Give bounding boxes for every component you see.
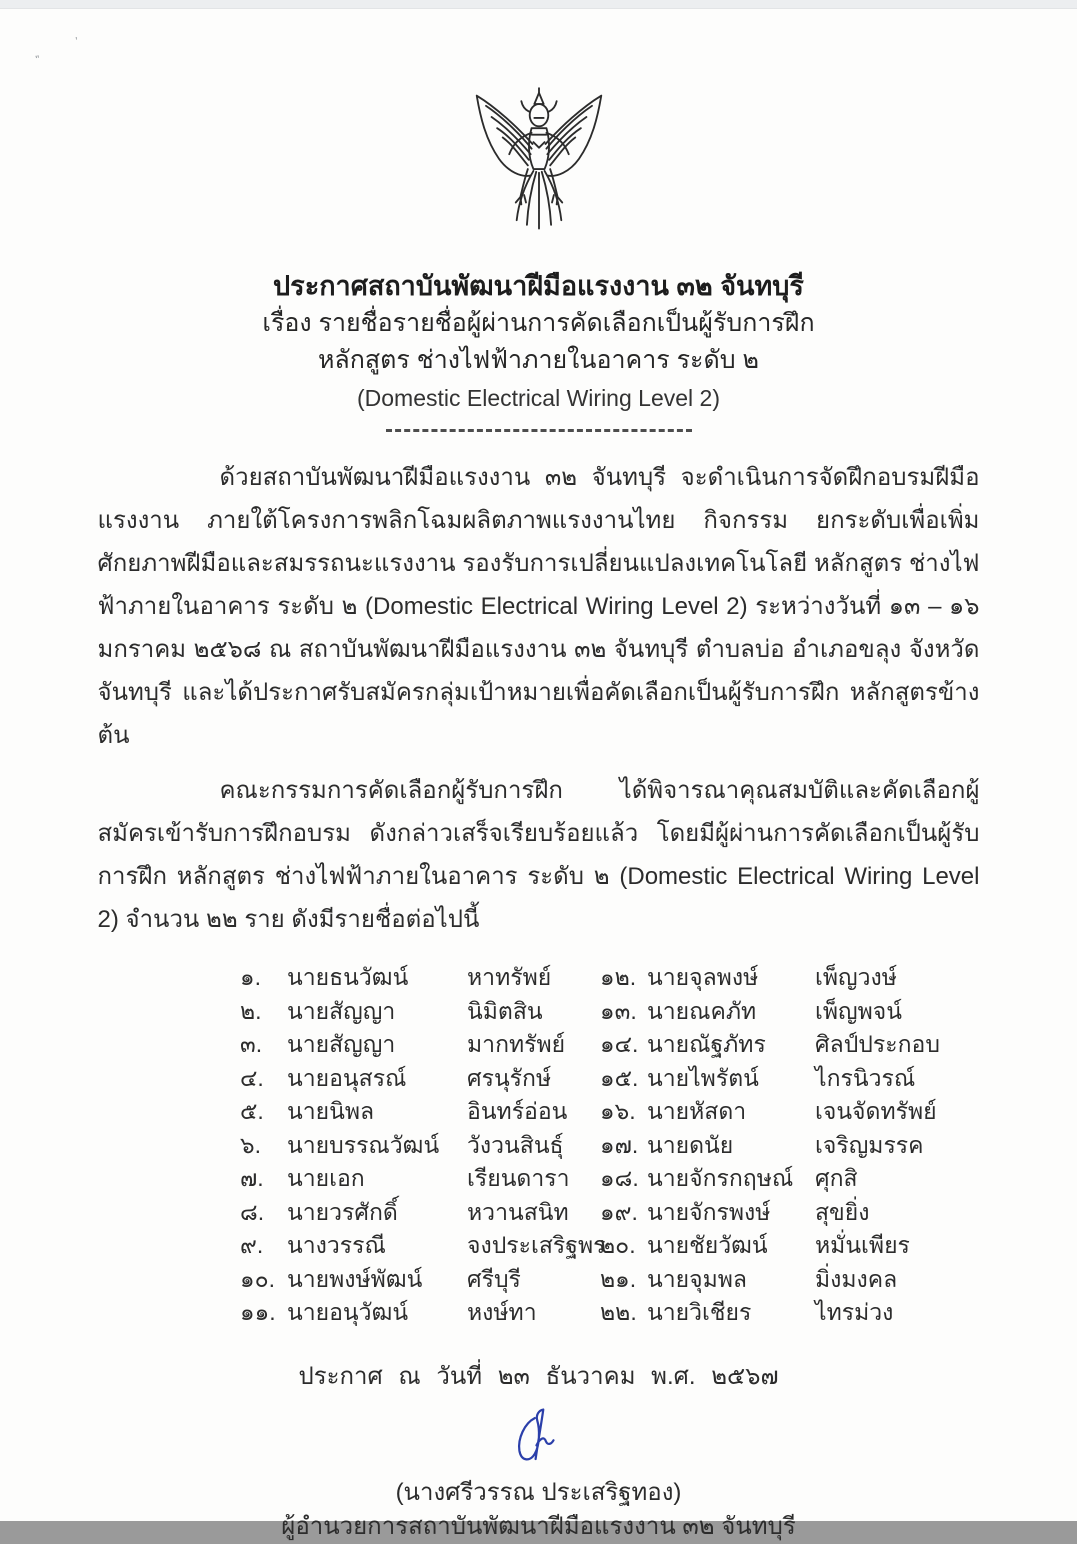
trainee-row xyxy=(240,1028,1077,1062)
title-block xyxy=(0,267,1077,432)
trainee-first-name-left: นายเอก xyxy=(287,1165,365,1191)
trainee-number-right: ๑๖. xyxy=(600,1098,636,1124)
trainee-last-name-right: เจริญมรรค xyxy=(815,1131,924,1158)
trainee-first-name-left: นายสัญญา xyxy=(287,997,396,1024)
trainee-first-name-right: นายจุลพงษ์ xyxy=(647,964,759,990)
signature-ink-icon xyxy=(508,1407,570,1471)
announcement-subject: เรื่อง รายชื่อรายชื่อผู้ผ่านการคัดเลือกเป็นผู้รับการฝึก xyxy=(262,309,815,337)
trainee-number-right: ๒๒. xyxy=(600,1299,637,1325)
signer-title: ผู้อำนวยการสถาบันพัฒนาฝีมือแรงงาน ๓๒ จันทบุรี xyxy=(281,1512,796,1540)
trainee-first-name-left: นายสัญญา xyxy=(287,1031,396,1057)
trainee-first-name-left: นายอนุสรณ์ xyxy=(287,1064,407,1091)
trainee-first-name-right: นายชัยวัฒน์ xyxy=(647,1232,768,1258)
trainee-last-name-left: อินทร์อ่อน xyxy=(467,1098,568,1124)
course-title-english: (Domestic Electrical Wiring Level 2) xyxy=(357,385,720,411)
trainee-last-name-left: จงประเสริฐพร xyxy=(467,1232,606,1258)
trainee-number-left: ๙. xyxy=(240,1232,264,1258)
trainee-row xyxy=(240,1296,1077,1330)
announcement-date: ประกาศ ณ วันที่ ๒๓ ธันวาคม พ.ศ. ๒๕๖๗ xyxy=(298,1362,779,1390)
trainee-last-name-left: หาทรัพย์ xyxy=(467,964,552,990)
trainee-last-name-right: เจนจัดทรัพย์ xyxy=(815,1098,937,1124)
signature-wrap xyxy=(0,1407,1077,1476)
trainee-last-name-left: เรียนดารา xyxy=(467,1165,570,1191)
trainee-number-right: ๑๘. xyxy=(600,1165,639,1191)
announcement-title: ประกาศสถาบันพัฒนาฝีมือแรงงาน ๓๒ จันทบุรี xyxy=(273,271,804,301)
trainee-row xyxy=(240,1095,1077,1129)
trainee-number-right: ๑๗. xyxy=(600,1131,639,1158)
trainee-first-name-left: นายพงษ์พัฒน์ xyxy=(287,1265,423,1292)
trainee-last-name-left: ศรีบุรี xyxy=(467,1265,521,1292)
trainee-first-name-right: นายหัสดา xyxy=(647,1098,747,1124)
trainee-first-name-left: นายบรรณวัฒน์ xyxy=(287,1131,440,1158)
trainee-number-left: ๑๐. xyxy=(240,1265,276,1292)
trainee-row xyxy=(240,1162,1077,1196)
trainee-number-right: ๒๐. xyxy=(600,1232,636,1258)
trainee-first-name-right: นายจักรกฤษณ์ xyxy=(647,1165,794,1191)
trainee-number-left: ๑๑. xyxy=(240,1299,276,1325)
trainee-last-name-left: วังวนสินธุ์ xyxy=(467,1131,564,1158)
divider-dashes xyxy=(386,429,692,432)
trainee-last-name-right: ศุกสิ xyxy=(815,1165,858,1191)
trainee-first-name-right: นายจุมพล xyxy=(647,1265,748,1292)
trainee-number-left: ๖. xyxy=(240,1131,261,1158)
pen-mark: ʼ xyxy=(74,35,80,49)
trainee-last-name-right: มิ่งมงคล xyxy=(815,1265,898,1292)
trainee-last-name-left: หวานสนิท xyxy=(467,1198,569,1225)
signer-name: (นางศรีวรรณ ประเสริฐทอง) xyxy=(395,1478,682,1506)
trainee-last-name-left: หงษ์ทา xyxy=(467,1299,537,1325)
trainee-last-name-left: ศรนุรักษ์ xyxy=(467,1064,552,1091)
trainee-number-right: ๑๓. xyxy=(600,997,637,1024)
trainee-first-name-right: นายดนัย xyxy=(647,1131,734,1158)
trainee-last-name-right: หมั่นเพียร xyxy=(815,1232,910,1258)
trainee-first-name-right: นายวิเชียร xyxy=(647,1299,752,1325)
trainee-number-left: ๕. xyxy=(240,1098,264,1124)
trainee-number-left: ๑. xyxy=(240,964,261,990)
trainee-number-left: ๓. xyxy=(240,1031,263,1057)
trainee-number-right: ๑๙. xyxy=(600,1198,638,1225)
trainee-number-right: ๒๑. xyxy=(600,1265,637,1292)
trainee-number-left: ๗. xyxy=(240,1165,264,1191)
trainee-number-left: ๒. xyxy=(240,997,262,1024)
trainee-row xyxy=(240,1263,1077,1297)
trainee-last-name-left: นิมิตสิน xyxy=(467,997,543,1024)
trainee-first-name-right: นายณัฐภัทร xyxy=(647,1031,766,1057)
trainee-last-name-right: เพ็ญพจน์ xyxy=(815,997,902,1024)
trainee-row xyxy=(240,961,1077,995)
trainee-row xyxy=(240,1129,1077,1163)
paragraph-1: ด้วยสถาบันพัฒนาฝีมือแรงงาน ๓๒ จันทบุรี จะดำเนินการจัดฝึกอบรมฝีมือแรงงาน ภายใต้โครงการพลิกโฉมผลิตภาพแรงงานไทย กิจกรรม ยกระดับเพื่อเพิ่มศักยภาพฝีมือและสมรรถนะแรงงาน รองรับการเปลี่ยนแปลงเทคโนโลยี หลักสูตร ช่างไฟฟ้าภายในอาคาร ระดับ ๒ (Domestic Electrical Wiring Level 2) ระหว่างวันที่ ๑๓ – ๑๖ มกราคม ๒๕๖๘ ณ สถาบันพัฒนาฝีมือแรงงาน ๓๒ จันทบุรี ตำบลบ่อ อำเภอขลุง จังหวัดจันทบุรี และได้ประกาศรับสมัครกลุ่มเป้าหมายเพื่อคัดเลือกเป็นผู้รับการฝึก หลักสูตรข้างต้น xyxy=(97,464,980,749)
trainee-list xyxy=(240,961,1077,1330)
trainee-first-name-left: นายนิพล xyxy=(287,1098,375,1124)
trainee-first-name-right: นายณคภัท xyxy=(647,997,757,1024)
trainee-last-name-left: มากทรัพย์ xyxy=(467,1031,566,1057)
trainee-last-name-right: ศิลป์ประกอบ xyxy=(815,1031,940,1057)
trainee-row xyxy=(240,1062,1077,1096)
course-title-thai: หลักสูตร ช่างไฟฟ้าภายในอาคาร ระดับ ๒ xyxy=(317,346,760,374)
trainee-last-name-right: ไกรนิวรณ์ xyxy=(815,1064,916,1091)
scan-edge-strip xyxy=(0,0,1077,9)
pen-mark: ʺ xyxy=(34,53,42,67)
trainee-number-left: ๘. xyxy=(240,1198,265,1225)
trainee-first-name-left: นางวรรณี xyxy=(287,1232,386,1258)
trainee-first-name-left: นายวรศักดิ์ xyxy=(287,1198,398,1225)
emblem-wrap xyxy=(0,0,1077,261)
trainee-first-name-left: นายอนุวัฒน์ xyxy=(287,1299,409,1325)
garuda-emblem-icon xyxy=(460,84,618,256)
trainee-number-right: ๑๒. xyxy=(600,964,637,990)
trainee-row xyxy=(240,1229,1077,1263)
body-text xyxy=(98,456,980,941)
trainee-number-right: ๑๕. xyxy=(600,1064,639,1091)
trainee-first-name-right: นายจักรพงษ์ xyxy=(647,1198,771,1225)
trainee-number-left: ๔. xyxy=(240,1064,264,1091)
paragraph-2: คณะกรรมการคัดเลือกผู้รับการฝึก ได้พิจารณาคุณสมบัติและคัดเลือกผู้สมัครเข้ารับการฝึกอบรม ดังกล่าวเสร็จเรียบร้อยแล้ว โดยมีผู้ผ่านการคัดเลือกเป็นผู้รับการฝึก หลักสูตร ช่างไฟฟ้าภายในอาคาร ระดับ ๒ (Domestic Electrical Wiring Level 2) จำนวน ๒๒ ราย ดังมีรายชื่อต่อไปนี้ xyxy=(97,777,980,933)
trainee-number-right: ๑๔. xyxy=(600,1031,639,1057)
trainee-first-name-left: นายธนวัฒน์ xyxy=(287,964,409,990)
trainee-last-name-right: สุขยิ่ง xyxy=(815,1198,870,1225)
trainee-last-name-right: เพ็ญวงษ์ xyxy=(815,964,897,990)
trainee-first-name-right: นายไพรัตน์ xyxy=(647,1064,759,1091)
trainee-row xyxy=(240,995,1077,1029)
trainee-last-name-right: ไทรม่วง xyxy=(815,1299,894,1325)
trainee-row xyxy=(240,1196,1077,1230)
